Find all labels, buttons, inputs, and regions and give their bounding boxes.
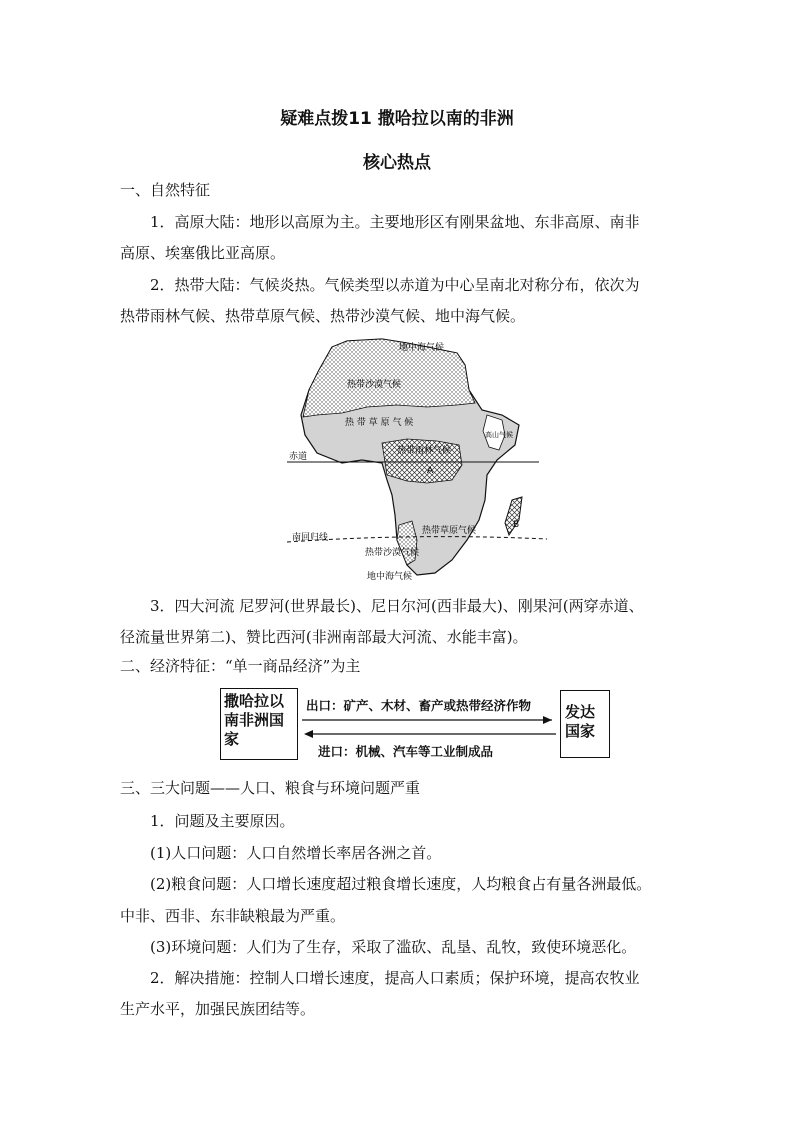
label-desert-north: 热带沙漠气候 — [347, 380, 402, 390]
paragraph-rivers-line2: 径流量世界第二)、赞比西河(非洲南部最大河流、水能丰富)。 — [120, 628, 528, 646]
paragraph-plateau-line2: 高原、埃塞俄比亚高原。 — [120, 244, 286, 262]
trade-arrows — [298, 688, 560, 760]
import-label: 进口：机械、汽车等工业制成品 — [318, 744, 494, 759]
solutions-line2: 生产水平，加强民族团结等。 — [120, 1000, 316, 1018]
label-point-b: B — [513, 520, 520, 530]
paragraph-rivers-line1: 3．四大河流 尼罗河(世界最长)、尼日尔河(西非最大)、刚果河(两穿赤道、 — [150, 597, 644, 615]
section3-heading: 三、三大问题——人口、粮食与环境问题严重 — [120, 779, 421, 797]
label-tropic: 南回归线 — [292, 533, 329, 543]
section2-heading: 二、经济特征：“单一商品经济”为主 — [120, 657, 361, 675]
label-desert-south: 热带沙漠气候 — [365, 548, 420, 558]
trade-flow-diagram — [220, 688, 610, 760]
label-rainforest: 热带雨林气候 — [397, 446, 452, 456]
problems-intro: 1．问题及主要原因。 — [150, 812, 295, 830]
page-title: 疑难点拨11 撒哈拉以南的非洲 — [280, 109, 514, 129]
export-label: 出口：矿产、木材、畜产或热带经济作物 — [306, 698, 532, 713]
population-problem: (1)人口问题：人口自然增长率居各洲之首。 — [150, 844, 442, 862]
food-problem-line1: (2)粮食问题：人口增长速度超过粮食增长速度，人均粮食占有量各洲最低。 — [150, 875, 652, 893]
label-savanna-south: 热带草原气候 — [422, 526, 477, 536]
paragraph-climate-line2: 热带雨林气候、热带草原气候、热带沙漠气候、地中海气候。 — [120, 307, 526, 325]
north-desert-zone — [303, 339, 475, 417]
label-savanna-north: 热 带 草 原 气 候 — [345, 418, 414, 428]
paragraph-climate-line1: 2．热带大陆：气候炎热。气候类型以赤道为中心呈南北对称分布，依次为 — [150, 276, 640, 294]
label-mediterranean-south: 地中海气候 — [367, 572, 413, 582]
sub-saharan-box: 撒哈拉以 南非洲国 家 — [220, 688, 298, 760]
section-subtitle: 核心热点 — [363, 153, 431, 173]
africa-climate-map — [287, 335, 547, 585]
label-mediterranean-north: 地中海气候 — [399, 343, 445, 353]
label-equator: 赤道 — [289, 452, 308, 462]
environment-problem: (3)环境问题：人们为了生存，采取了滥砍、乱垦、乱牧，致使环境恶化。 — [150, 938, 637, 956]
label-highland: 高山气候 — [485, 431, 513, 439]
food-problem-line2: 中非、西非、东非缺粮最为严重。 — [120, 907, 346, 925]
south-desert-zone — [397, 521, 417, 565]
developed-countries-box: 发达 国家 — [560, 690, 610, 758]
paragraph-plateau-line1: 1．高原大陆：地形以高原为主。主要地形区有刚果盆地、东非高原、南非 — [150, 213, 640, 231]
solutions-line1: 2．解决措施：控制人口增长速度，提高人口素质；保护环境，提高农牧业 — [150, 969, 640, 987]
label-point-a: A — [427, 466, 434, 476]
section1-heading: 一、自然特征 — [120, 181, 211, 199]
